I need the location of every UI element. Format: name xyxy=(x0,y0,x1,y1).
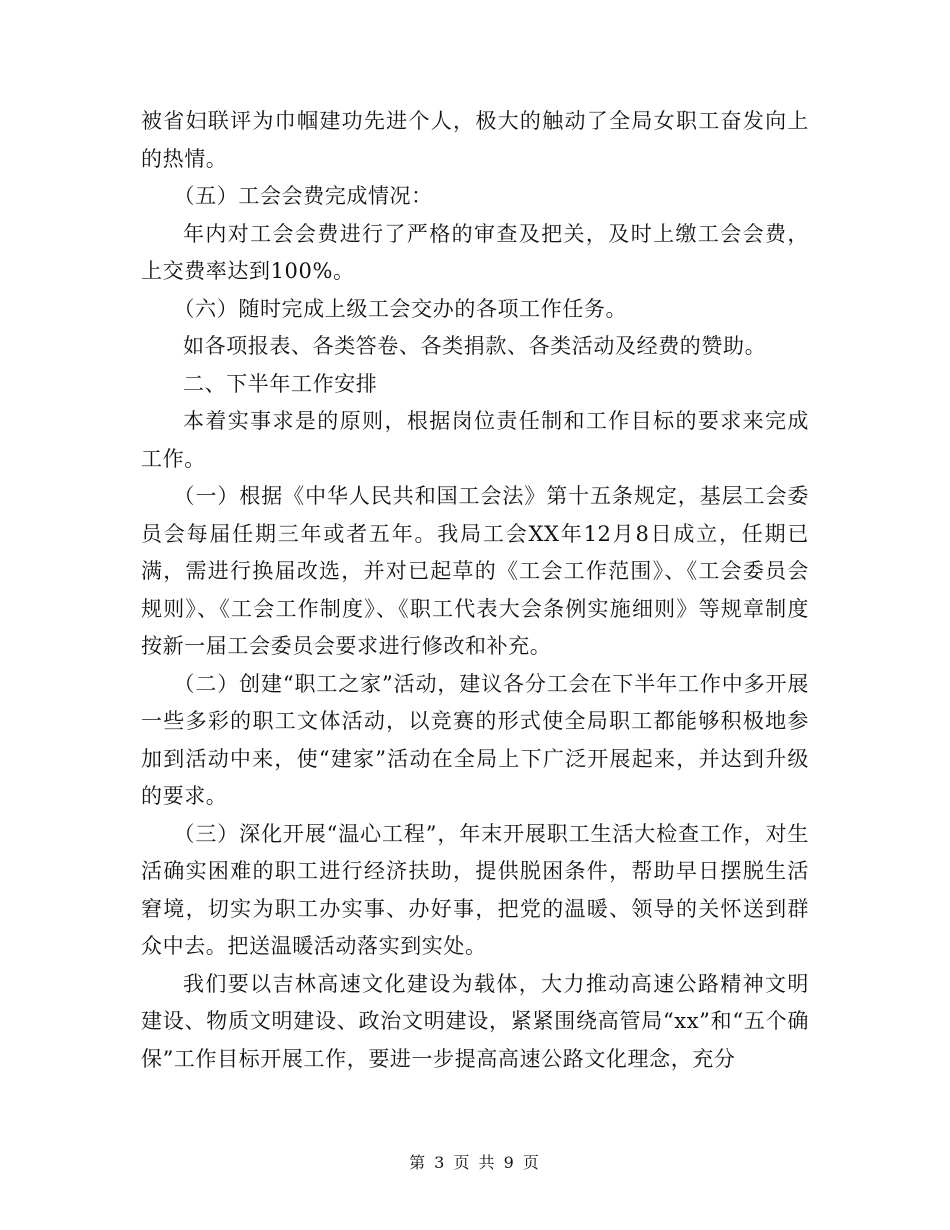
paragraph: 本着实事求是的原则，根据岗位责任制和工作目标的要求来完成工作。 xyxy=(141,409,809,471)
section-heading: （五）工会会费完成情况： xyxy=(173,184,433,208)
paragraph: （二）创建“职工之家”活动，建议各分工会在下半年工作中多开展一些多彩的职工文体活动，以竞赛的形式使全局职工都能够积极地参加到活动中来，使“建家”活动在全局上下广泛开展起来，并达到升级的要求。 xyxy=(141,671,809,808)
paragraph: （三）深化开展“温心工程”，年末开展职工生活大检查工作，对生活确实困难的职工进行经济扶助，提供脱困条件，帮助早日摆脱生活窘境，切实为职工办实事、办好事，把党的温暖、领导的关怀送到群众中去。把送温暖活动落实到实处。 xyxy=(141,821,809,958)
paragraph: 年内对工会会费进行了严格的审查及把关，及时上缴工会会费，上交费率达到100%。 xyxy=(141,221,809,283)
page-footer: 第 3 页 共 9 页 xyxy=(409,1153,541,1172)
document-body xyxy=(141,103,809,1078)
paragraph: 我们要以吉林高速文化建设为载体，大力推动高速公路精神文明建设、物质文明建设、政治文明建设，紧紧围绕高管局“xx”和“五个确保”工作目标开展工作，要进一步提高高速公路文化理念，充分 xyxy=(141,971,809,1071)
section-heading: （六）随时完成上级工会交办的各项工作任务。 xyxy=(173,296,628,321)
section-heading: 二、下半年工作安排 xyxy=(183,371,378,396)
paragraph: 如各项报表、各类答卷、各类捐款、各类活动及经费的赞助。 xyxy=(183,334,767,358)
paragraph: （一）根据《中华人民共和国工会法》第十五条规定，基层工会委员会每届任期三年或者五年。我局工会XX年12月8日成立，任期已满，需进行换届改选，并对已起草的《工会工作范围》、《工会委员会规则》、《工会工作制度》、《职工代表大会条例实施细则》等规章制度按新一届工会委员会要求进行修改和补充。 xyxy=(141,484,809,658)
paragraph: 被省妇联评为巾帼建功先进个人，极大的触动了全局女职工奋发向上的热情。 xyxy=(141,109,809,171)
